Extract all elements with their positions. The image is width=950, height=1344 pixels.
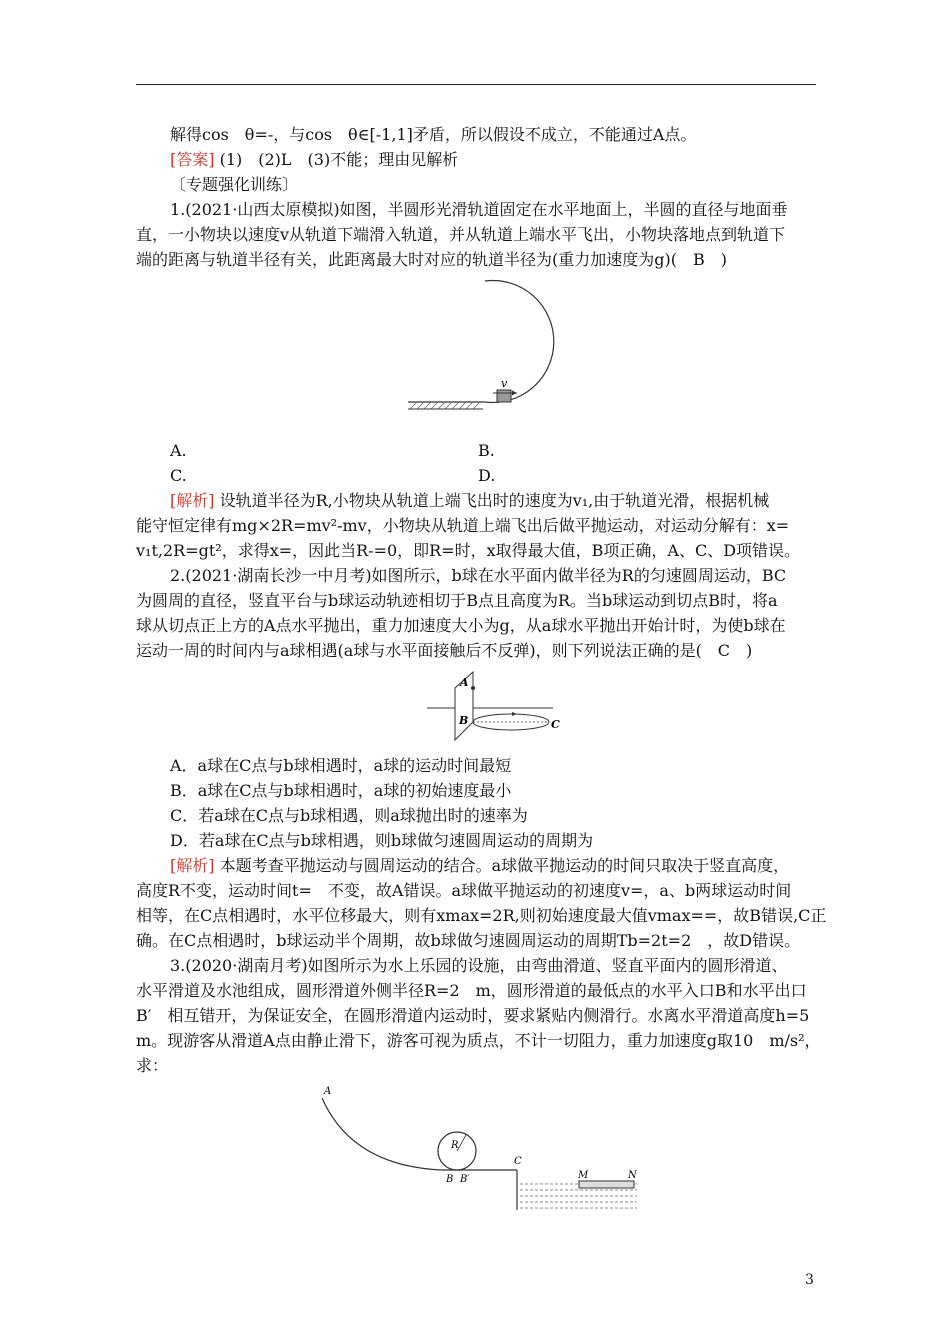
question-1-line: 端的距离与轨道半径有关，此距离最大时对应的轨道半径为(重力加速度为g)( B ) [136,250,727,269]
block [497,390,511,402]
question-2-line: 2.(2021·湖南长沙一中月考)如图所示，b球在水平面内做半径为R的匀速圆周运动，BC [170,566,787,585]
point-n-label: N [628,1170,637,1181]
solution-line: 解得cos θ=-，与cos θ∈[-1,1]矛盾，所以假设不成立，不能通过A点。 [170,125,697,144]
point-b-label: B [446,1174,454,1185]
direction-arrow [512,712,517,716]
semicircle-track [485,281,554,403]
analysis-line: 相等，在C点相遇时，水平位移最大，则有xmax=2R,则初始速度最大值vmax==，故B错误,C正 [136,906,827,925]
option-d: D. [478,466,496,485]
question-3-line: m。现游客从滑道A点由静止滑下，游客可视为质点，不计一切阻力，重力加速度g取10 m/s²， [136,1031,821,1050]
analysis-line: 能守恒定律有mg×2R=mv²-mv，小物块从轨道上端飞出后做平抛运动，对运动分解有：x= [136,516,790,535]
option-a: A. [170,441,187,460]
point-m-label: M [578,1170,589,1181]
option-a: A．a球在C点与b球相遇时，a球的运动时间最短 [170,756,512,775]
option-b: B. [478,441,495,460]
answer-line [170,149,816,171]
radius-label: R [451,1140,459,1151]
point-c-label: C [514,1156,522,1167]
header-rule [136,84,816,85]
answer-text: (1) (2)L (3)不能；理由见解析 [219,150,459,169]
question-3-line: B′ 相互错开，为保证安全，在圆形滑道内运动时，要求紧贴内侧滑行。水离水平滑道高度h=5 [136,1006,810,1025]
option-c: C．若a球在C点与b球相遇，则a球抛出时的速率为 [170,806,528,825]
question-1-line: 直，一小物块以速度v从轨道下端滑入轨道，并从轨道上端水平飞出，小物块落地点到轨道下 [136,225,786,244]
option-c: C. [170,466,187,485]
question-1-line: 1.(2021·山西太原模拟)如图，半圆形光滑轨道固定在水平地面上，半圆的直径与地面垂 [170,200,788,219]
figure-water-park-slide [312,1080,642,1210]
question-3-line: 3.(2020·湖南月考)如图所示为水上乐园的设施，由弯曲滑道、竖直平面内的圆形滑道、 [170,956,788,975]
section-title: 〔专题强化训练〕 [170,175,299,194]
horizontal-slide-mn [579,1181,634,1188]
point-c-label: C [551,718,560,731]
analysis-tag: [解析] [170,491,215,510]
answer-tag: [答案] [170,150,215,169]
option-b: B．a球在C点与b球相遇时，a球的初始速度最小 [170,781,512,800]
question-3-line: 求： [136,1056,169,1075]
analysis-line: 高度R不变，运动时间t= 不变，故A错误。a球做平抛运动的初速度v=，a、b两球运动时间 [136,881,792,900]
page-number: 3 [805,1272,814,1288]
velocity-label: v [501,377,508,390]
analysis-line: [解析] 设轨道半径为R,小物块从轨道上端飞出时的速度为v₁,由于轨道光滑，根据机械 [170,491,770,510]
question-3-line: 水平滑道及水池组成，圆形滑道外侧半径R=2 m，圆形滑道的最低点的水平入口B和水平出口 [136,981,807,1000]
question-2-line: 球从切点正上方的A点水平抛出，重力加速度大小为g，从a球水平抛出开始计时，为使b球在 [136,616,786,635]
analysis-tag: [解析] [170,856,215,875]
analysis-line: [解析] 本题考查平抛运动与圆周运动的结合。a球做平抛运动的时间只取决于竖直高度， [170,856,790,875]
curved-slide [322,1098,442,1170]
ground-hatching [410,402,480,409]
question-2-line: 为圆周的直径，竖直平台与b球运动轨迹相切于B点且高度为R。当b球运动到切点B时，将a [136,591,778,610]
analysis-line: v₁t,2R=gt²，求得x=，因此当R-=0，即R=时，x取得最大值，B项正确，A、C、D项错误。 [136,541,801,560]
option-d: D．若a球在C点与b球相遇，则b球做匀速圆周运动的周期为 [170,831,594,850]
point-b-prime-label: B′ [460,1174,470,1185]
figure-circular-motion [425,668,560,746]
point-a-label: A [460,676,469,689]
analysis-line: 确。在C点相遇时，b球运动半个周期，故b球做匀速圆周运动的周期Tb=2t=2 ，故D错误。 [136,931,801,950]
point-a-label: A [324,1086,332,1097]
figure-semicircle-track [405,278,580,430]
point-b-label: B [459,714,469,727]
question-2-line: 运动一周的时间内与a球相遇(a球与水平面接触后不反弹)，则下列说法正确的是( C ) [136,641,753,660]
